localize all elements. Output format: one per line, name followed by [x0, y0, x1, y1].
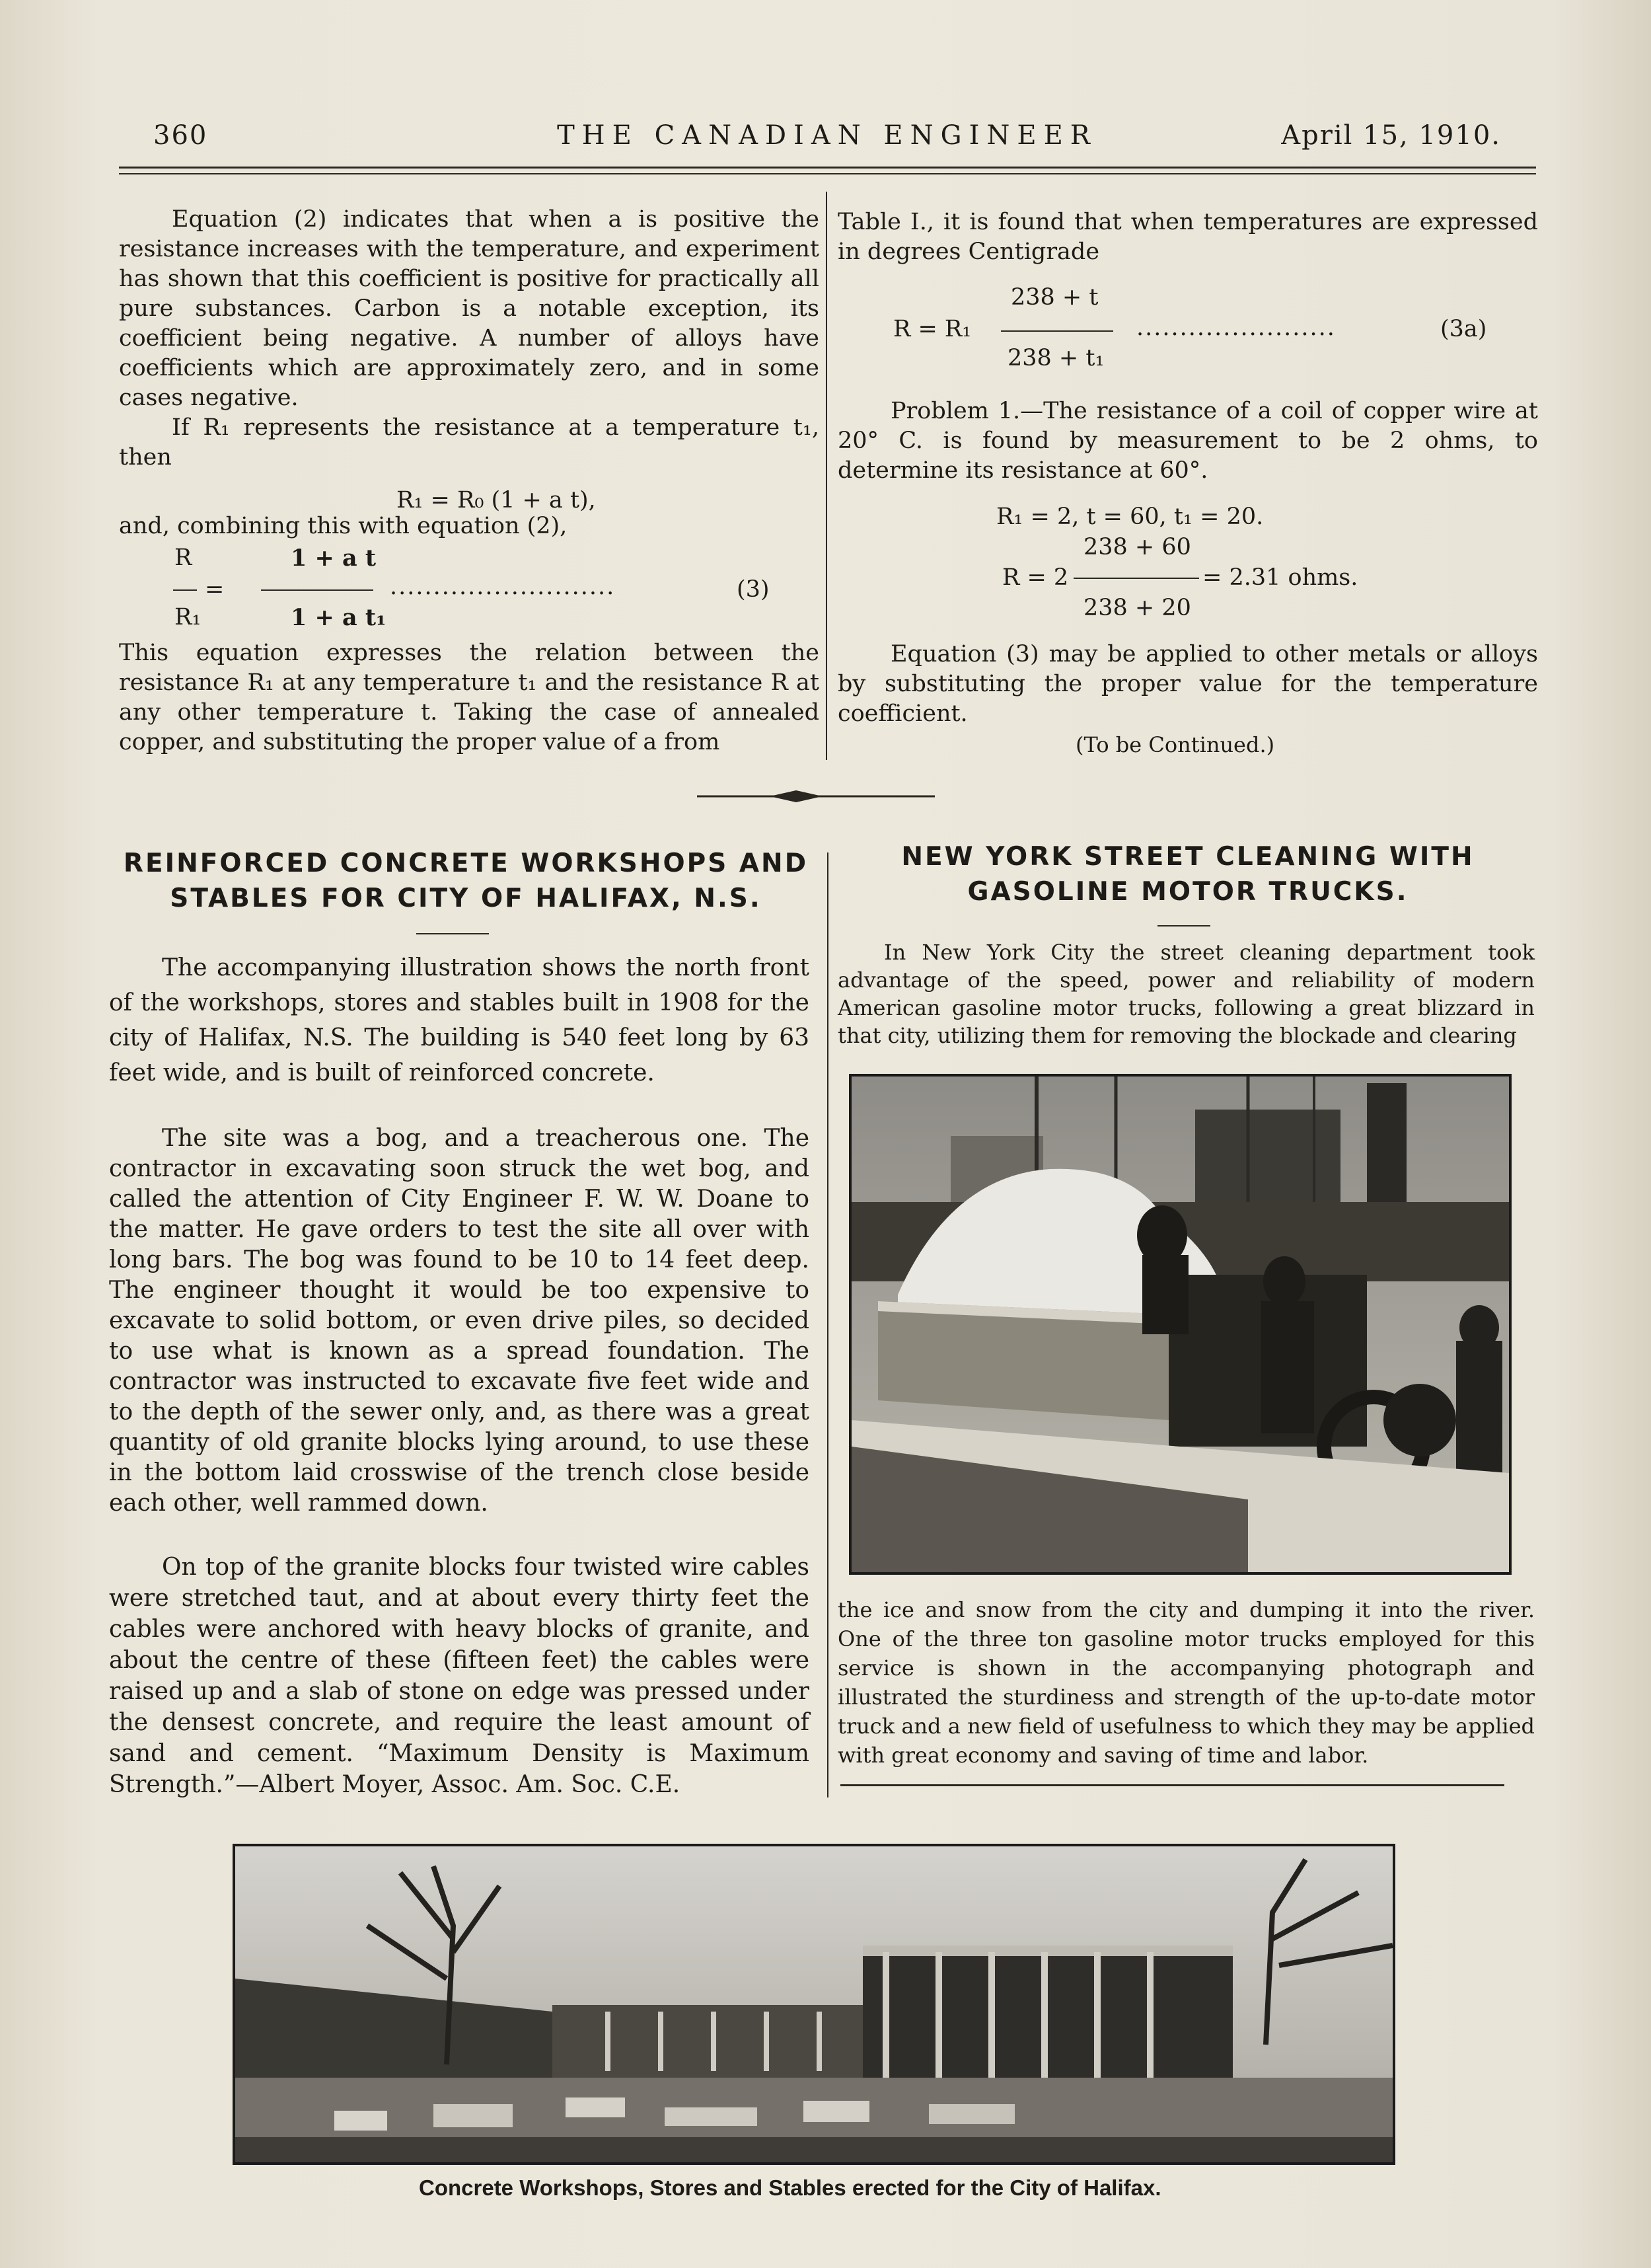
newyork-end-rule	[840, 1784, 1504, 1786]
eq3-leader: ..........................	[390, 574, 616, 600]
eq3-lhs-den: R₁	[174, 604, 202, 630]
newyork-after: the ice and snow from the city and dumping it into the river. One of the three ton gasoline motor trucks employed for this service is shown in the accompanying photograph and illustrated the sturdiness and strength of the up-to-date motor truck and a new field of usefulness to which they may be applied with great economy and saving of time and labor.	[838, 1597, 1535, 1768]
page-header	[153, 120, 1501, 160]
closing-text: Equation (3) may be applied to other metals or alloys by substituting the proper value for the temperature coefficient.	[838, 641, 1538, 727]
eq3-rhs-den: 1 + a t₁	[291, 604, 386, 631]
calc-num: 238 + 60	[1083, 534, 1191, 560]
header-rule-bottom	[119, 173, 1536, 174]
equation-r1: R₁ = R₀ (1 + a t),	[396, 487, 596, 513]
problem-text: Problem 1.—The resistance of a coil of copper wire at 20° C. is found by measurement to be 2 ohms, to determine its resistance at 60°.	[838, 398, 1538, 484]
halifax-workshops-illustration	[235, 1846, 1393, 2162]
resistance-left-after: This equation expresses the relation between the resistance R₁ at any temperature t₁ and the resistance R at any other temperature t. Taking the case of annealed copper, and substituting the proper value of a from	[119, 640, 819, 755]
paragraph: The site was a bog, and a treacherous one. The contractor in excavating soon struck the wet bog, and called the attention of City Engineer F. W. W. Doane to the matter. He gave orders to test the site all over with long bars. The bog was found to be 10 to 14 feet deep. The engineer thought it would be too expensive to excavate to solid bottom, or even drive piles, so decided to use what is known as a spread foundation. The contractor was instructed to excavate five feet wide and to the depth of the sewer only, and, as there was a great quantity of old granite blocks lying around, to use these in the bottom laid crosswise of the trench close beside each other, well rammed down.	[109, 1125, 809, 1517]
halifax-title-rule	[416, 933, 489, 934]
newyork-before: In New York City the street cleaning department took advantage of the speed, power and reliability of modern American gasoline motor trucks, following a great blizzard in that city, utilizing them for removing the blockade and clearing	[838, 940, 1535, 1048]
halifax-title: REINFORCED CONCRETE WORKSHOPS AND STABLES FOR CITY OF HALIFAX, N.S.	[123, 849, 809, 913]
given-values: R₁ = 2, t = 60, t₁ = 20.	[996, 504, 1264, 530]
page-number: 360	[153, 120, 208, 151]
eq3-rhs-bar	[261, 589, 373, 591]
column-divider-top	[826, 192, 827, 760]
resistance-right-intro: Table I., it is found that when temperatures are expressed in degrees Centigrade	[838, 209, 1538, 265]
newyork-title-rule	[1157, 925, 1210, 926]
eq3-lhs-bar	[173, 589, 197, 591]
masthead: THE CANADIAN ENGINEER	[557, 120, 1097, 151]
paragraph: On top of the granite blocks four twisted wire cables were stretched taut, and at about every thirty feet the cables were anchored with heavy blocks of granite, and about the centre of these (fifteen feet) the cables were raised up and a slab of stone on edge was pressed under the densest concrete, and require the least amount of sand and cement. “Maximum Density is Maximum Strength.”—Albert Moyer, Assoc. Am. Soc. C.E.	[109, 1554, 809, 1798]
snow-truck-illustration	[852, 1077, 1509, 1572]
eq3-rhs-num: 1 + a t	[291, 545, 377, 572]
eq3a-label: (3a)	[1440, 316, 1487, 342]
eq3a-num: 238 + t	[1011, 284, 1099, 311]
calc-bar	[1074, 578, 1199, 579]
eq3-equals: =	[205, 576, 225, 603]
halifax-photo-caption: Concrete Workshops, Stores and Stables erected for the City of Halifax.	[419, 2175, 1161, 2200]
eq3a-den: 238 + t₁	[1008, 345, 1105, 371]
eq3a-leader: .......................	[1136, 315, 1336, 341]
combining-text: and, combining this with equation (2),	[119, 513, 568, 539]
column-divider-bottom	[827, 852, 828, 1797]
newyork-title: NEW YORK STREET CLEANING WITH GASOLINE MOTOR TRUCKS.	[901, 842, 1475, 907]
paragraph: The accompanying illustration shows the north front of the workshops, stores and stables built in 1908 for the city of Halifax, N.S. The building is 540 feet long by 63 feet wide, and is built of reinforced concrete.	[109, 954, 809, 1086]
paragraph: Equation (2) indicates that when a is positive the resistance increases with the temperature, and experiment has shown that this coefficient is positive for practically all pure substances. Carbon is a notable exception, its coefficient being negative. A number of alloys have coefficients which are approximately zero, and in some cases negative.	[119, 206, 819, 411]
header-rule-top	[119, 167, 1536, 169]
halifax-body	[109, 950, 809, 1800]
paragraph: If R₁ represents the resistance at a temperature t₁, then	[119, 414, 819, 471]
eq3-label: (3)	[737, 576, 770, 603]
snow-truck-photo	[849, 1074, 1512, 1575]
resistance-left-column	[119, 205, 819, 472]
calc-lhs: R = 2	[1002, 564, 1069, 591]
eq3a-lhs: R = R₁	[893, 316, 972, 342]
calc-den: 238 + 20	[1083, 595, 1191, 621]
calc-result: = 2.31 ohms.	[1202, 564, 1358, 591]
ornament-divider	[697, 783, 935, 810]
to-be-continued: (To be Continued.)	[1076, 732, 1275, 757]
eq3-lhs-num: R	[174, 545, 192, 571]
halifax-workshops-photo	[233, 1844, 1395, 2165]
issue-date: April 15, 1910.	[1281, 120, 1501, 151]
eq3a-bar	[1001, 330, 1113, 332]
